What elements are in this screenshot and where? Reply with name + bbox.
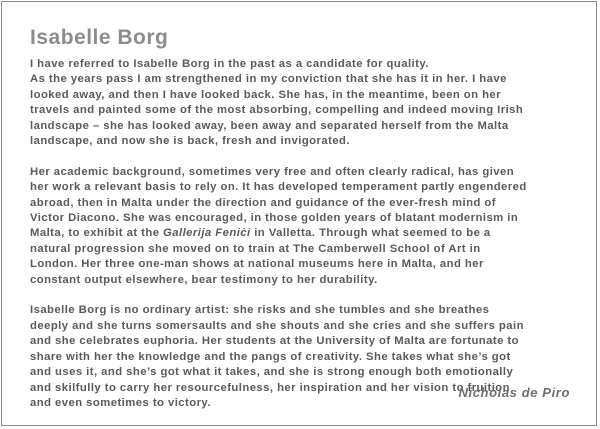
paragraph-2	[30, 165, 582, 288]
text-line: abroad, then in Malta under the direction and guidance of the ever-fresh mind of	[30, 196, 496, 209]
page-title: Isabelle Borg	[30, 26, 169, 49]
text-line: landscape, and now she is back, fresh and invigorated.	[30, 135, 350, 148]
text-line: looked away, and then I have looked back. She has, in the meantime, been on her	[30, 88, 502, 101]
text-line: London. Her three one-man shows at national museums here in Malta, and her	[30, 258, 484, 271]
text-line: constant output elsewhere, bear testimony to her durability.	[30, 273, 378, 286]
author-signature: Nicholas de Piro	[458, 385, 570, 400]
text-line: Isabelle Borg is no ordinary artist: she risks and she tumbles and she breathes	[30, 304, 490, 317]
text-line: and skilfully to carry her resourcefulness, her inspiration and her vision to fruition	[30, 381, 511, 394]
gallery-name: Gallerija Feniċi	[163, 227, 251, 240]
paragraph-1	[30, 57, 582, 149]
text-line: Her academic background, sometimes very free and often clearly radical, has given	[30, 165, 515, 178]
text-segment: Malta, to exhibit at the	[30, 227, 164, 240]
text-line-with-gallery	[30, 226, 582, 241]
text-line: deeply and she turns somersaults and she shouts and she cries and she suffers pain	[30, 319, 524, 332]
text-segment: in Valletta. Through what seemed to be a	[250, 227, 491, 240]
text-line: travels and painted some of the most absorbing, compelling and indeed moving Irish	[30, 104, 524, 117]
text-line: natural progression she moved on to train at The Camberwell School of Art in	[30, 242, 481, 255]
text-line: As the years pass I am strengthened in my conviction that she has it in her. I have	[30, 73, 507, 86]
text-line: Victor Diacono. She was encouraged, in those golden years of blatant modernism in	[30, 212, 519, 225]
article-body	[30, 57, 582, 427]
text-line: and she celebrates euphoria. Her students at the University of Malta are fortunate to	[30, 335, 519, 348]
text-line: landscape – she has looked away, been away and separated herself from the Malta	[30, 119, 509, 132]
text-line: and even sometimes to victory.	[30, 396, 211, 409]
text-line: share with her the knowledge and the pangs of creativity. She takes what she’s got	[30, 350, 511, 363]
text-line: I have referred to Isabelle Borg in the past as a candidate for quality.	[30, 58, 429, 70]
text-line: and uses it, and she’s got what it takes, and she is strong enough both emotionally	[30, 366, 514, 379]
text-line: her work a relevant basis to rely on. It has developed temperament partly engendered	[30, 181, 527, 194]
